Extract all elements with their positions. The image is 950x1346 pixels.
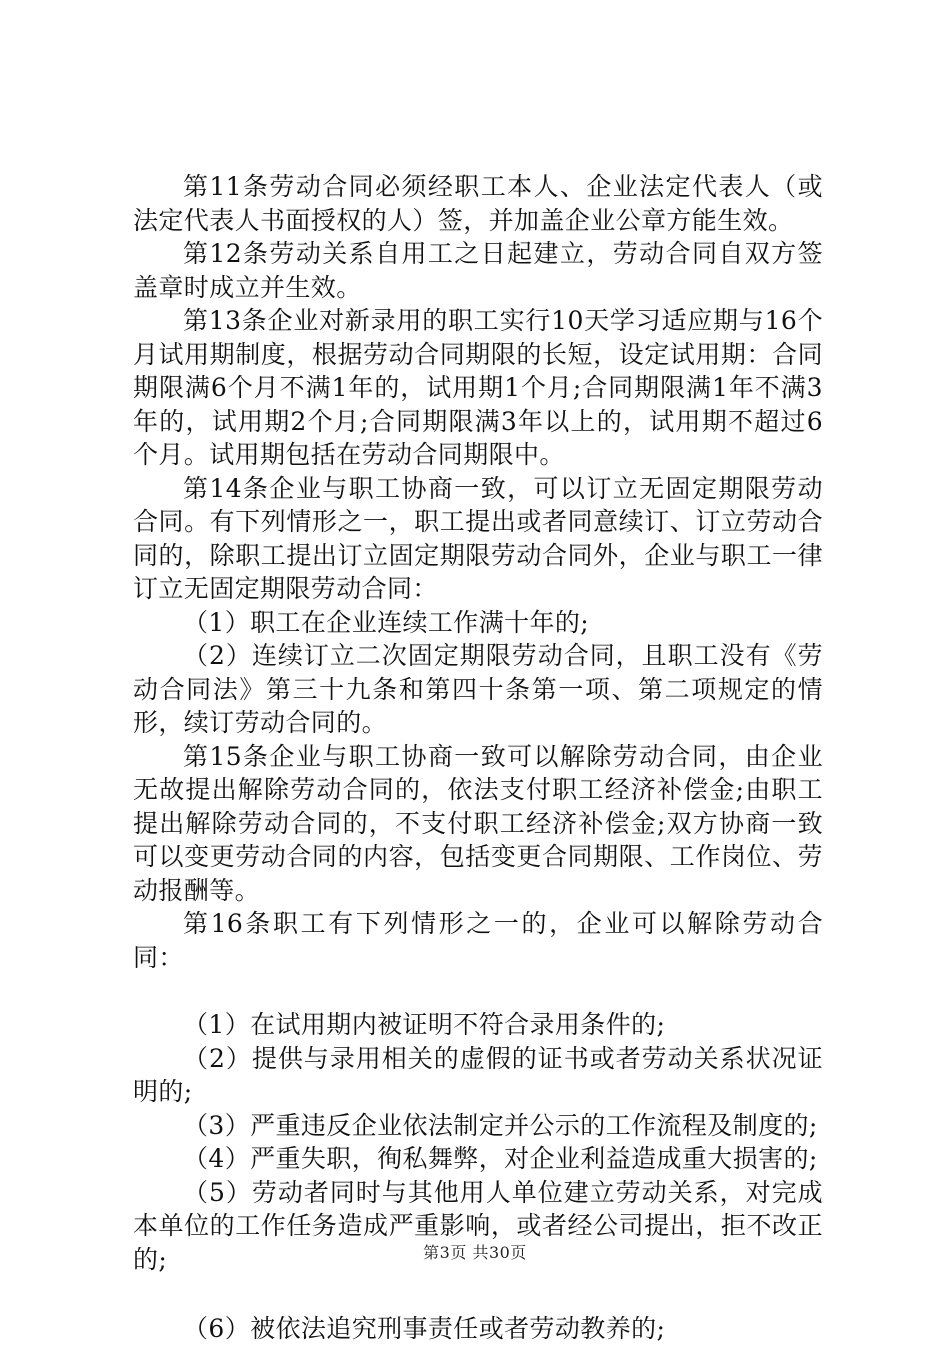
article-14-item-1: （1）职工在企业连续工作满十年的;: [183, 607, 590, 637]
article-15-paragraph: 第15条企业与职工协商一致可以解除劳动合同，由企业无故提出解除劳动合同的，依法支付职工经济补偿金;由职工提出解除劳动合同的，不支付职工经济补偿金;双方协商一致可以变更劳动合同的内容，包括变更合同期限、工作岗位、劳动报酬等。: [133, 741, 823, 905]
article-12-paragraph: 第12条劳动关系自用工之日起建立，劳动合同自双方签盖章时成立并生效。: [133, 239, 823, 302]
page-number-footer: 第3页 共30页: [423, 1243, 527, 1262]
article-13-paragraph: 第13条企业对新录用的职工实行10天学习适应期与16个月试用期制度，根据劳动合同期限的长短，设定试用期：合同期限满6个月不满1年的，试用期1个月;合同期限满1年不满3年的，试用期2个月;合同期限满3年以上的，试用期不超过6个月。试用期包括在劳动合同期限中。: [133, 306, 823, 469]
article-16-item-2: （2）提供与录用相关的虚假的证书或者劳动关系状况证明的;: [133, 1043, 823, 1106]
article-16-item-6: （6）被依法追究刑事责任或者劳动教养的;: [183, 1314, 666, 1343]
article-14-item-2: （2）连续订立二次固定期限劳动合同，且职工没有《劳动合同法》第三十九条和第四十条第一项、第二项规定的情形，续订劳动合同的。: [133, 641, 823, 737]
article-16-item-3: （3）严重违反企业依法制定并公示的工作流程及制度的;: [183, 1110, 818, 1140]
article-14-paragraph: 第14条企业与职工协商一致，可以订立无固定期限劳动合同。有下列情形之一，职工提出或者同意续订、订立劳动合同的，除职工提出订立固定期限劳动合同外，企业与职工一律订立无固定期限劳动合同：: [133, 473, 823, 603]
article-16-paragraph: 第16条职工有下列情形之一的，企业可以解除劳动合同：: [133, 909, 823, 972]
article-16-item-4: （4）严重失职，徇私舞弊，对企业利益造成重大损害的;: [183, 1144, 818, 1173]
article-11-paragraph: 第11条劳动合同必须经职工本人、企业法定代表人（或法定代表人书面授权的人）签，并加盖企业公章方能生效。: [133, 172, 823, 235]
document-body: [133, 170, 823, 1346]
article-16-item-5: （5）劳动者同时与其他用人单位建立劳动关系，对完成本单位的工作任务造成严重影响，或者经公司提出，拒不改正的;: [133, 1177, 823, 1274]
article-16-item-1: （1）在试用期内被证明不符合录用条件的;: [183, 1010, 666, 1039]
